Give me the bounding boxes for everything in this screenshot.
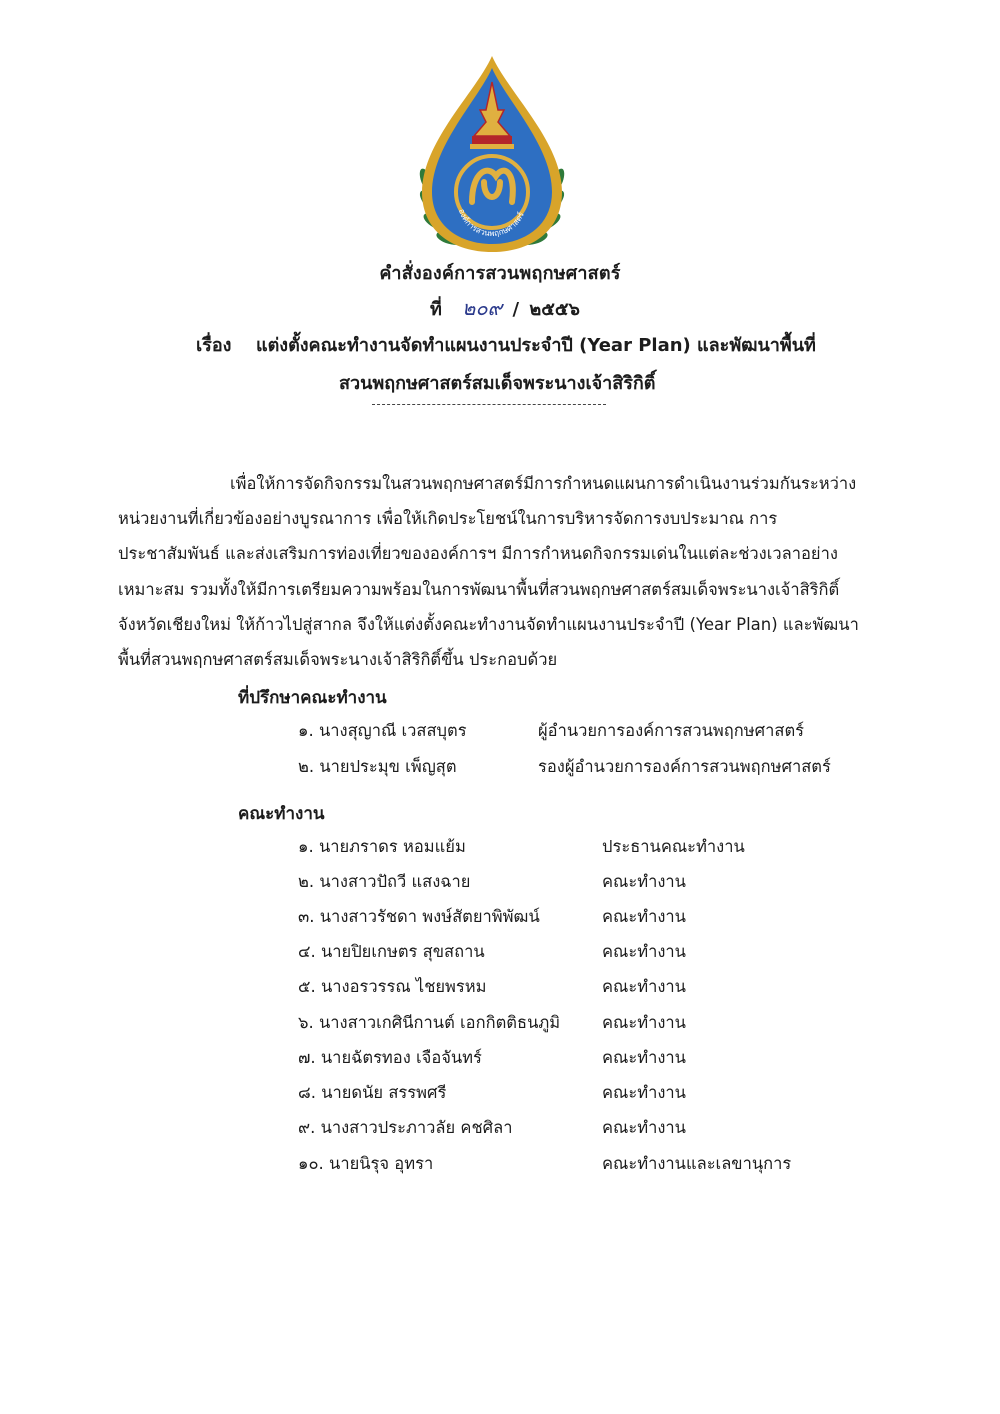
member-role: คณะทำงาน xyxy=(602,872,686,891)
body-line: เพื่อให้การจัดกิจกรรมในสวนพฤกษศาสตร์มีการกำหนดแผนการดำเนินงานร่วมกันระหว่าง xyxy=(230,474,857,493)
member-role: คณะทำงาน xyxy=(602,977,686,996)
organization-seal-logo xyxy=(412,52,572,260)
member-role: คณะทำงาน xyxy=(602,1048,686,1067)
order-year: ๒๕๕๖ xyxy=(529,299,580,320)
body-line: ประชาสัมพันธ์ และส่งเสริมการท่องเที่ยวขององค์การฯ มีการกำหนดกิจกรรมเด่นในแต่ละช่วงเวลาอย่าง xyxy=(118,544,838,564)
member-role: รองผู้อำนวยการองค์การสวนพฤกษศาสตร์ xyxy=(538,757,831,776)
seal-text: องค์การสวนพฤกษศาสตร์ xyxy=(456,207,526,239)
member-name: ๕. นางอรวรรณ ไชยพรหม xyxy=(298,977,487,996)
order-number-handwritten: ๒๐๙ xyxy=(462,296,503,320)
member-name: ๓. นางสาวรัชดา พงษ์สัตยาพิพัฒน์ xyxy=(298,907,540,926)
member-name: ๑๐. นายนิรุจ อุทรา xyxy=(298,1154,434,1173)
order-number-separator: / xyxy=(512,299,520,320)
member-name: ๒. นายประมุข เพ็ญสุต xyxy=(298,757,457,776)
body-paragraph xyxy=(118,466,874,677)
order-number xyxy=(430,292,580,324)
heading-divider xyxy=(372,404,606,405)
member-role: คณะทำงาน xyxy=(602,1083,686,1102)
member-name: ๙. นางสาวประภาวลัย คชศิลา xyxy=(298,1118,513,1137)
subject-label: เรื่อง xyxy=(196,335,232,356)
order-number-label: ที่ xyxy=(430,299,442,320)
member-role: ผู้อำนวยการองค์การสวนพฤกษศาสตร์ xyxy=(538,721,805,740)
member-role: ประธานคณะทำงาน xyxy=(602,837,745,856)
body-line: พื้นที่สวนพฤกษศาสตร์สมเด็จพระนางเจ้าสิริกิติ์ขึ้น ประกอบด้วย xyxy=(118,650,558,670)
advisors-heading: ที่ปรึกษาคณะทำงาน xyxy=(238,688,387,708)
member-role: คณะทำงานและเลขานุการ xyxy=(602,1154,792,1173)
member-name: ๑. นางสุญาณี เวสสบุตร xyxy=(298,721,467,740)
member-name: ๒. นางสาวปัถวี แสงฉาย xyxy=(298,872,471,891)
body-line: หน่วยงานที่เกี่ยวข้องอย่างบูรณาการ เพื่อให้เกิดประโยชน์ในการบริหารจัดการงบประมาณ การ xyxy=(118,509,778,529)
member-role: คณะทำงาน xyxy=(602,907,686,926)
member-role: คณะทำงาน xyxy=(602,942,686,961)
body-line: เหมาะสม รวมทั้งให้มีการเตรียมความพร้อมในการพัฒนาพื้นที่สวนพฤกษศาสตร์สมเด็จพระนางเจ้าสิริกิติ์ xyxy=(118,579,840,599)
team-heading: คณะทำงาน xyxy=(238,804,325,824)
order-title: คำสั่งองค์การสวนพฤกษศาสตร์ xyxy=(379,263,621,284)
body-line: จังหวัดเชียงใหม่ ให้ก้าวไปสู่สากล จึงให้แต่งตั้งคณะทำงานจัดทำแผนงานประจำปี (Year Plan) และพัฒนา xyxy=(118,614,859,634)
member-name: ๖. นางสาวเกศินีกานต์ เอกกิตติธนภูมิ xyxy=(298,1013,561,1032)
member-role: คณะทำงาน xyxy=(602,1118,686,1137)
member-name: ๘. นายดนัย สรรพศรี xyxy=(298,1083,447,1102)
subject-line-1: แต่งตั้งคณะทำงานจัดทำแผนงานประจำปี (Year Plan) และพัฒนาพื้นที่ xyxy=(256,335,816,356)
subject-line-2: สวนพฤกษศาสตร์สมเด็จพระนางเจ้าสิริกิติ์ xyxy=(339,373,656,394)
member-name: ๗. นายฉัตรทอง เจือจันทร์ xyxy=(298,1048,482,1067)
member-name: ๑. นายภราดร หอมแย้ม xyxy=(298,837,466,856)
member-name: ๔. นายปิยเกษตร สุขสถาน xyxy=(298,942,485,961)
member-role: คณะทำงาน xyxy=(602,1013,686,1032)
